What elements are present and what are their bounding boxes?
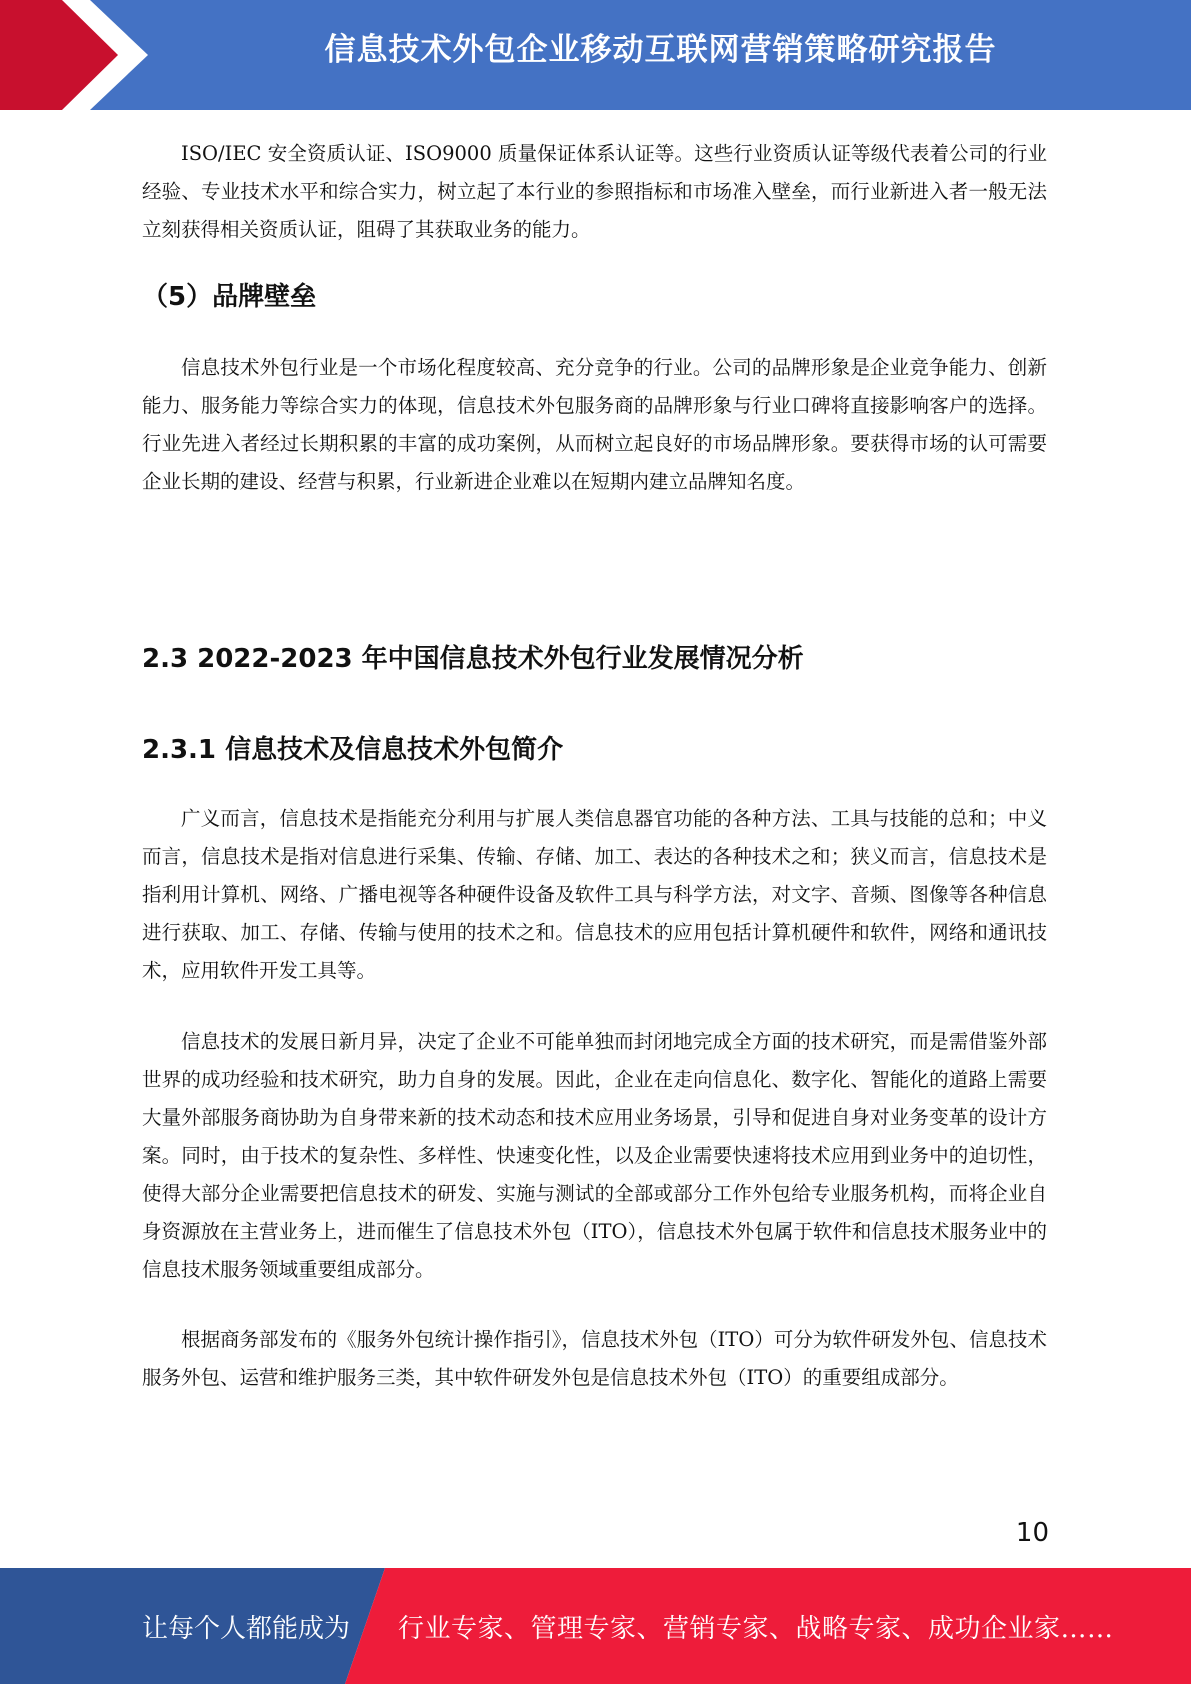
heading-section-2-3: 2.3 2022-2023 年中国信息技术外包行业发展情况分析 xyxy=(142,644,804,674)
page-number: 10 xyxy=(1015,1518,1049,1548)
heading-section-2-3-1: 2.3.1 信息技术及信息技术外包简介 xyxy=(142,735,564,765)
paragraph-qualification: ISO/IEC 安全资质认证、ISO9000 质量保证体系认证等。这些行业资质认证等级代表着公司的行业经验、专业技术水平和综合实力，树立起了本行业的参照指标和市场准入壁垒，而行业新进入者一般无法立刻获得相关资质认证，阻碍了其获取业务的能力。 xyxy=(142,142,1047,241)
report-title: 信息技术外包企业移动互联网营销策略研究报告 xyxy=(324,32,997,68)
heading-brand-barrier: （5）品牌壁垒 xyxy=(142,282,317,312)
paragraph-ito-classification: 根据商务部发布的《服务外包统计操作指引》，信息技术外包（ITO）可分为软件研发外包、信息技术服务外包、运营和维护服务三类，其中软件研发外包是信息技术外包（ITO）的重要组成部分。 xyxy=(142,1328,1047,1389)
paragraph-brand: 信息技术外包行业是一个市场化程度较高、充分竞争的行业。公司的品牌形象是企业竞争能力、创新能力、服务能力等综合实力的体现，信息技术外包服务商的品牌形象与行业口碑将直接影响客户的选择。行业先进入者经过长期积累的丰富的成功案例，从而树立起良好的市场品牌形象。要获得市场的认可需要企业长期的建设、经营与积累，行业新进企业难以在短期内建立品牌知名度。 xyxy=(142,356,1047,493)
paragraph-it-definition: 广义而言，信息技术是指能充分利用与扩展人类信息器官功能的各种方法、工具与技能的总和；中义而言，信息技术是指对信息进行采集、传输、存储、加工、表达的各种技术之和；狭义而言，信息技术是指利用计算机、网络、广播电视等各种硬件设备及软件工具与科学方法，对文字、音频、图像等各种信息进行获取、加工、存储、传输与使用的技术之和。信息技术的应用包括计算机硬件和软件，网络和通讯技术，应用软件开发工具等。 xyxy=(142,807,1047,982)
page-header xyxy=(0,0,1191,110)
footer-slogan-left: 让每个人都能成为 xyxy=(142,1614,351,1644)
footer-slogan-right: 行业专家、管理专家、营销专家、战略专家、成功企业家…… xyxy=(398,1614,1114,1644)
page-footer xyxy=(0,1568,1191,1684)
paragraph-it-development: 信息技术的发展日新月异，决定了企业不可能单独而封闭地完成全方面的技术研究，而是需借鉴外部世界的成功经验和技术研究，助力自身的发展。因此，企业在走向信息化、数字化、智能化的道路上需要大量外部服务商协助为自身带来新的技术动态和技术应用业务场景，引导和促进自身对业务变革的设计方案。同时，由于技术的复杂性、多样性、快速变化性，以及企业需要快速将技术应用到业务中的迫切性，使得大部分企业需要把信息技术的研发、实施与测试的全部或部分工作外包给专业服务机构，而将企业自身资源放在主营业务上，进而催生了信息技术外包（ITO），信息技术外包属于软件和信息技术服务业中的信息技术服务领域重要组成部分。 xyxy=(142,1030,1047,1281)
